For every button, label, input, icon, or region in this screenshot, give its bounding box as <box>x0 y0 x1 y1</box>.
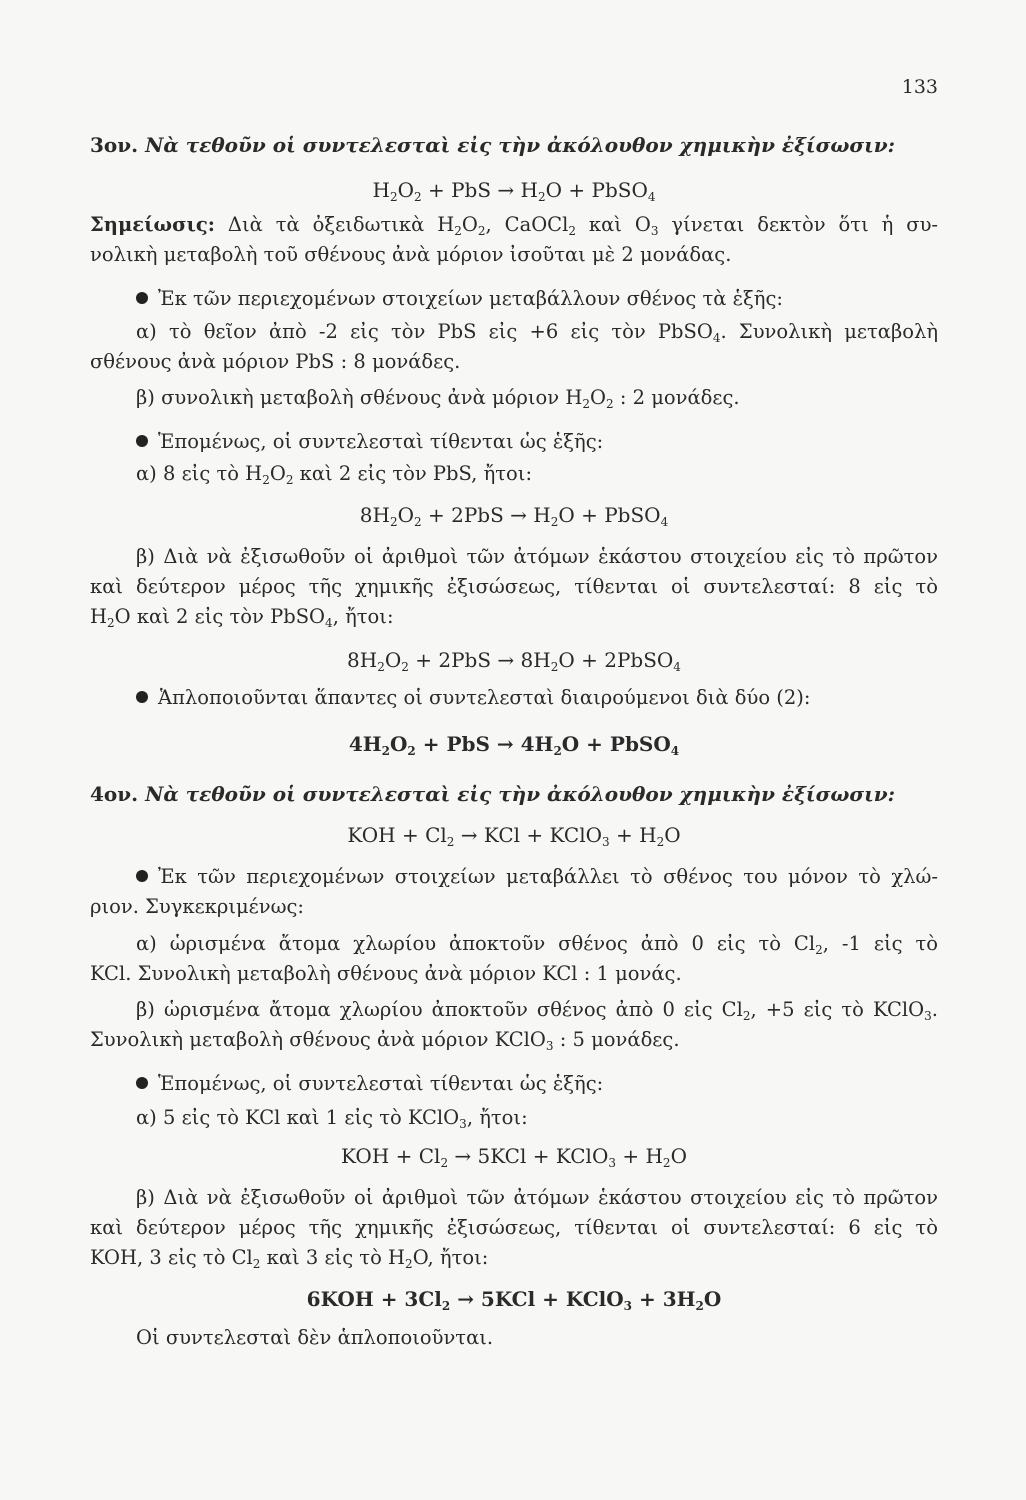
paragraph-line: καὶ δεύτερον μέρος τῆς χημικῆς ἐξισώσεως, τίθενται οἱ συντελεσταί: 6 εἰς τὸ <box>90 1216 938 1239</box>
paragraph-line: β) ὡρισμένα ἄτομα χλωρίου ἀποκτοῦν σθένος ἀπὸ 0 εἰς $Cl_2$, +5 εἰς τὸ KClO$_3$. <box>136 998 938 1023</box>
paragraph-line: καὶ δεύτερον μέρος τῆς χημικῆς ἐξισώσεως, τίθενται οἱ συντελεσταί: 8 εἰς τὸ <box>90 575 938 598</box>
equation: KOH + $Cl_2$ → KCl + KClO$_3$ + $H_2O$ <box>347 823 681 849</box>
paragraph-line: $H_2O$ καὶ 2 εἰς τὸν PbSO$_4$, ἤτοι: <box>90 605 394 630</box>
paragraph-line: σθένους ἀνὰ μόριον PbS : 8 μονάδες. <box>90 350 461 373</box>
section-3-heading <box>90 131 938 159</box>
paragraph-line: Συνολικὴ μεταβολὴ σθένους ἀνὰ μόριον KClO$_3$ : 5 μονάδες. <box>90 1028 680 1053</box>
section-title: Νὰ τεθοῦν οἱ συντελεσταὶ εἰς τὴν ἀκόλουθον χημικὴν ἐξίσωσιν: <box>145 782 896 806</box>
equation-result: $6KOH + 3Cl_2 \to 5KCl$ + KClO$_3$ + $3H_2O$ <box>306 1287 722 1313</box>
equation: $8H_2O_2 + 2PbS \to 8H_2O$ + 2PbSO$_4$ <box>347 648 681 674</box>
note-line: νολικὴ μεταβολὴ τοῦ σθένους ἀνὰ μόριον ἰσοῦται μὲ 2 μονάδας. <box>90 243 732 266</box>
paragraph-line: α) τὸ θεῖον ἀπὸ -2 εἰς τὸν PbS εἰς +6 εἰς τὸν PbSO$_4$. Συνολικὴ μεταβολὴ <box>136 320 938 345</box>
bullet-icon <box>136 870 148 882</box>
equation: $H_2O_2$ + PbS → $H_2O$ + PbSO$_4$ <box>372 178 656 204</box>
bullet-paragraph: Ἐκ τῶν περιεχομένων στοιχείων μεταβάλλουν σθένος τὰ ἑξῆς: <box>136 285 938 313</box>
paragraph-line: α) 5 εἰς τὸ KCl καὶ 1 εἰς τὸ KClO$_3$, ἤτοι: <box>136 1106 528 1131</box>
paragraph-line: β) συνολικὴ μεταβολὴ σθένους ἀνὰ μόριον $H_2O_2$ : 2 μονάδες. <box>136 386 740 411</box>
paragraph-line: KOH, 3 εἰς τὸ $Cl_2$ καὶ 3 εἰς τὸ $H_2O$, ἤτοι: <box>90 1246 489 1271</box>
equation: $8H_2O_2 + 2PbS \to H_2O$ + PbSO$_4$ <box>359 503 669 529</box>
bullet-paragraph: Ἐκ τῶν περιεχομένων στοιχείων μεταβάλλει τὸ σθένος του μόνον τὸ χλώ- <box>136 863 938 891</box>
bullet-icon <box>136 292 148 304</box>
page-number: 133 <box>901 76 938 98</box>
bullet-icon <box>136 435 148 447</box>
closing-sentence: Οἱ συντελεσταὶ δὲν ἁπλοποιοῦνται. <box>136 1326 494 1349</box>
paragraph-line: ριον. Συγκεκριμένως: <box>90 895 305 918</box>
equation: KOH + $Cl_2 \to 5KCl$ + KClO$_3$ + $H_2O$ <box>341 1144 687 1170</box>
bullet-paragraph: Ἑπομένως, οἱ συντελεσταὶ τίθενται ὡς ἑξῆς: <box>136 1070 938 1098</box>
note-label: Σημείωσις: <box>90 213 215 236</box>
section-number: 3ον. <box>90 133 139 157</box>
bullet-paragraph: Ἑπομένως, οἱ συντελεσταὶ τίθενται ὡς ἑξῆς: <box>136 428 938 456</box>
paragraph-line: β) Διὰ νὰ ἐξισωθοῦν οἱ ἀριθμοὶ τῶν ἀτόμων ἑκάστου στοιχείου εἰς τὸ πρῶτον <box>136 1186 938 1209</box>
paragraph-line: KCl. Συνολικὴ μεταβολὴ σθένους ἀνὰ μόριον KCl : 1 μονάς. <box>90 962 682 985</box>
equation-result: $4H_2O_2$ + PbS → $4H_2O$ + PbSO$_4$ <box>348 732 680 758</box>
note-line: Σημείωσις: Διὰ τὰ ὀξειδωτικὰ $H_2O_2$, CaOCl$_2$ καὶ $O_3$ γίνεται δεκτὸν ὅτι ἡ συ- <box>90 213 939 238</box>
bullet-icon <box>136 691 148 703</box>
paragraph-line: β) Διὰ νὰ ἐξισωθοῦν οἱ ἀριθμοὶ τῶν ἀτόμων ἑκάστου στοιχείου εἰς τὸ πρῶτον <box>136 545 938 568</box>
section-number: 4ον. <box>90 782 139 806</box>
paragraph-line: α) ὡρισμένα ἄτομα χλωρίου ἀποκτοῦν σθένος ἀπὸ 0 εἰς τὸ $Cl_2$, -1 εἰς τὸ <box>136 932 938 957</box>
section-title: Νὰ τεθοῦν οἱ συντελεσταὶ εἰς τὴν ἀκόλουθον χημικὴν ἐξίσωσιν: <box>145 133 896 157</box>
bullet-paragraph: Ἁπλοποιοῦνται ἅπαντες οἱ συντελεσταὶ διαιρούμενοι διὰ δύο (2): <box>136 684 938 712</box>
bullet-icon <box>136 1077 148 1089</box>
section-4-heading <box>90 780 938 808</box>
paragraph-line: α) 8 εἰς τὸ $H_2O_2$ καὶ 2 εἰς τὸν PbS, ἤτοι: <box>136 462 533 487</box>
